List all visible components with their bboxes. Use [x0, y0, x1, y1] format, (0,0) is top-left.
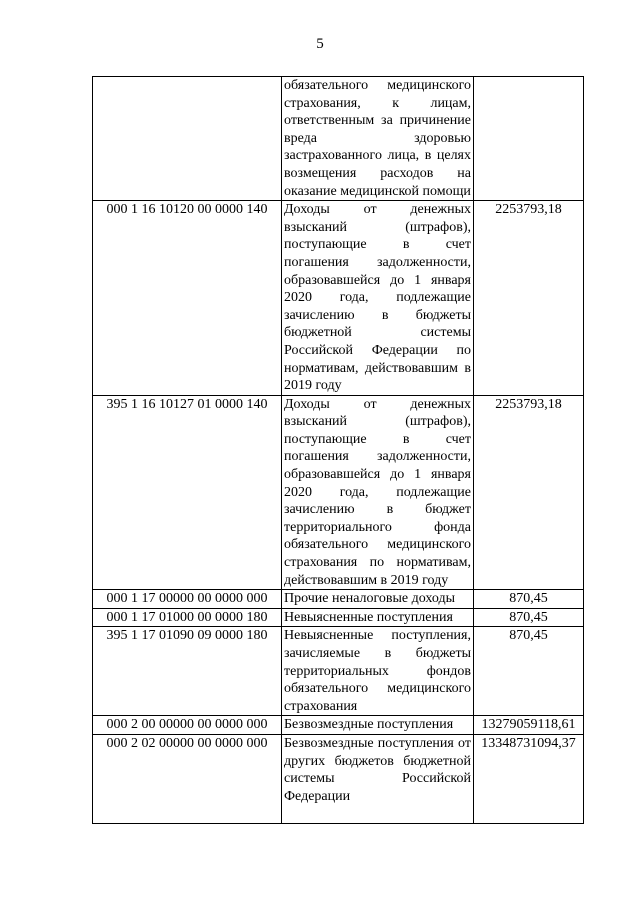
table-row [93, 734, 584, 823]
amount-cell [474, 77, 584, 201]
budget-code-cell [93, 77, 282, 201]
table-row [93, 590, 584, 609]
table-row [93, 716, 584, 735]
revenue-name-text: Невыясненные поступления [284, 609, 453, 625]
budget-revenue-table [92, 76, 584, 824]
amount-cell: 13348731094,37 [474, 734, 584, 823]
revenue-name-text: обязательного медицинского страхования, к лицам, ответственным за причинение вреда здоровью застрахованного лица, в целях возмещения расходов на оказание медицинской помощи [284, 78, 471, 199]
amount-cell: 870,45 [474, 608, 584, 627]
budget-code-cell: 000 1 16 10120 00 0000 140 [93, 201, 282, 396]
revenue-name-cell [282, 608, 474, 627]
amount-cell: 13279059118,61 [474, 716, 584, 735]
revenue-name-cell [282, 590, 474, 609]
budget-code-cell: 000 2 00 00000 00 0000 000 [93, 716, 282, 735]
amount-cell: 2253793,18 [474, 395, 584, 590]
table-row [93, 608, 584, 627]
budget-code-cell: 395 1 17 01090 09 0000 180 [93, 627, 282, 716]
budget-code-cell: 000 2 02 00000 00 0000 000 [93, 734, 282, 823]
revenue-name-text: Прочие неналоговые доходы [284, 591, 456, 607]
amount-cell: 870,45 [474, 590, 584, 609]
revenue-name-text: Безвозмездные поступления [284, 717, 454, 733]
revenue-name-text: Доходы от денежных взысканий (штрафов), поступающие в счет погашения задолженности, образовавшейся до 1 января 2020 года, подлежащие зачислению в бюджет территориального фонда обязательного медицинского страхования по нормативам, действовавшим в 2019 году [284, 396, 471, 588]
revenue-name-text: Невыясненные поступления, зачисляемые в бюджеты территориальных фондов обязательного медицинского страхования [284, 628, 471, 714]
revenue-name-cell [282, 77, 474, 201]
budget-code-cell: 000 1 17 01000 00 0000 180 [93, 608, 282, 627]
table-row [93, 201, 584, 396]
table-row [93, 395, 584, 590]
table-row [93, 627, 584, 716]
revenue-name-text: Доходы от денежных взысканий (штрафов), поступающие в счет погашения задолженности, образовавшейся до 1 января 2020 года, подлежащие зачислению в бюджеты бюджетной системы Российской Федерации по нормативам, действовавшим в 2019 году [284, 202, 471, 394]
revenue-name-cell [282, 627, 474, 716]
amount-cell: 2253793,18 [474, 201, 584, 396]
page-number: 5 [316, 36, 324, 52]
revenue-name-cell [282, 201, 474, 396]
table-row [93, 77, 584, 201]
revenue-name-cell [282, 734, 474, 823]
amount-cell: 870,45 [474, 627, 584, 716]
budget-code-cell: 000 1 17 00000 00 0000 000 [93, 590, 282, 609]
revenue-name-cell [282, 716, 474, 735]
budget-code-cell: 395 1 16 10127 01 0000 140 [93, 395, 282, 590]
revenue-name-cell [282, 395, 474, 590]
revenue-name-text: Безвозмездные поступления от других бюджетов бюджетной системы Российской Федерации [284, 735, 471, 804]
